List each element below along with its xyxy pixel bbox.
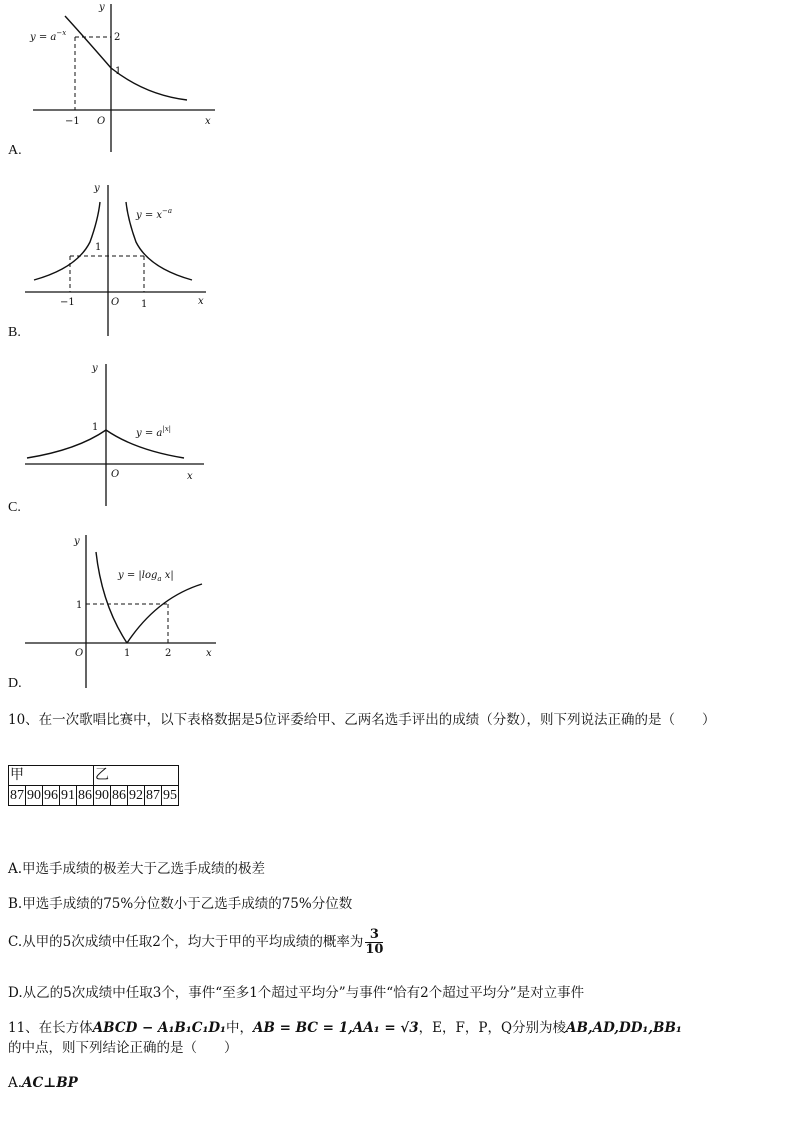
axis-label-x: x [187, 471, 193, 482]
graph-option-a [25, 0, 225, 155]
function-label: $y = a^{|x|}$ [136, 425, 172, 439]
tick-label: 1 [124, 648, 131, 659]
option-b-label: B. [8, 325, 21, 340]
q10-option-d: D.从乙的5次成绩中任取3个，事件“至多1个超过平均分”与事件“恰有2个超过平均分”是对立事件 [8, 985, 585, 1001]
tick-label: 2 [114, 32, 121, 43]
option-d-label: D. [8, 676, 22, 691]
function-label: $y = a^{-x}$ [30, 29, 67, 43]
q11-prefix: 11、在长方体 [8, 1020, 93, 1036]
axis-label-x: x [206, 648, 212, 659]
tick-label: 1 [92, 422, 99, 433]
curve-left [34, 202, 100, 280]
score-cell: 87 [145, 786, 162, 806]
q10-stem: 10、在一次歌唱比赛中，以下表格数据是5位评委给甲、乙两名选手评出的成绩（分数），则下列说法正确的是（ ） [8, 712, 716, 728]
tick-label: −1 [65, 116, 80, 127]
score-cell: 91 [60, 786, 77, 806]
option-c-label: C. [8, 500, 21, 515]
graph-option-c [22, 360, 212, 510]
score-cell: 90 [26, 786, 43, 806]
axis-label-y: y [99, 2, 105, 13]
curve [65, 16, 187, 100]
tick-label: 1 [141, 299, 148, 310]
q11-stem [8, 1018, 788, 1038]
scores-table [8, 765, 179, 806]
score-cell: 87 [9, 786, 26, 806]
q11-stem-line2: 的中点，则下列结论正确的是（ ） [8, 1040, 238, 1056]
table-row [9, 766, 179, 786]
q11-mid: 中， [225, 1020, 253, 1036]
origin-label: O [111, 469, 120, 480]
score-cell: 86 [111, 786, 128, 806]
origin-label: O [97, 116, 106, 127]
option-a-label: A. [8, 143, 22, 158]
q11-edges: AB,AD,DD₁,BB₁ [566, 1020, 682, 1036]
axis-label-x: x [205, 116, 211, 127]
curve-left-branch [96, 552, 127, 643]
score-cell: 95 [162, 786, 179, 806]
tick-label: −1 [60, 297, 75, 308]
axis-label-y: y [94, 183, 100, 194]
fraction [365, 928, 383, 957]
axis-label-y: y [92, 363, 98, 374]
tick-label: 2 [165, 648, 172, 659]
axis-label-y: y [74, 536, 80, 547]
score-cell: 86 [77, 786, 94, 806]
score-cell: 92 [128, 786, 145, 806]
fraction-numerator: 3 [365, 928, 383, 943]
q11-solid: ABCD − A₁B₁C₁D₁ [92, 1020, 226, 1036]
header-cell-a: 甲 [9, 766, 94, 786]
origin-label: O [75, 648, 84, 659]
score-cell: 96 [43, 786, 60, 806]
tick-label: 1 [115, 66, 122, 77]
tick-label: 1 [76, 600, 83, 611]
origin-label: O [111, 297, 120, 308]
axis-label-x: x [198, 296, 204, 307]
score-cell: 90 [94, 786, 111, 806]
function-label: $y = x^{-a}$ [136, 207, 173, 221]
q10-option-a: A.甲选手成绩的极差大于乙选手成绩的极差 [8, 861, 266, 877]
graph-option-d [22, 530, 222, 690]
q11-option-a-math: AC⊥BP [22, 1075, 78, 1091]
q11-option-a [8, 1073, 788, 1093]
function-label: $y = |\log_a$ x| [118, 570, 174, 583]
graph-option-b [22, 180, 212, 340]
q11-condition: AB = BC = 1,AA₁ = √3 [252, 1020, 419, 1036]
q10-option-c-text: C.从甲的5次成绩中任取2个，均大于甲的平均成绩的概率为 [8, 934, 364, 950]
tick-label: 1 [95, 242, 102, 253]
q10-option-c [8, 928, 788, 957]
header-cell-b: 乙 [94, 766, 179, 786]
curve-left [27, 430, 106, 458]
q10-option-b: B.甲选手成绩的75%分位数小于乙选手成绩的75%分位数 [8, 896, 353, 912]
q11-points: ，E，F，P，Q分别为棱 [418, 1020, 567, 1036]
fraction-denominator: 10 [365, 942, 384, 957]
q11-option-a-prefix: A. [8, 1075, 23, 1091]
table-row [9, 786, 179, 806]
curve-right-branch [127, 584, 202, 643]
